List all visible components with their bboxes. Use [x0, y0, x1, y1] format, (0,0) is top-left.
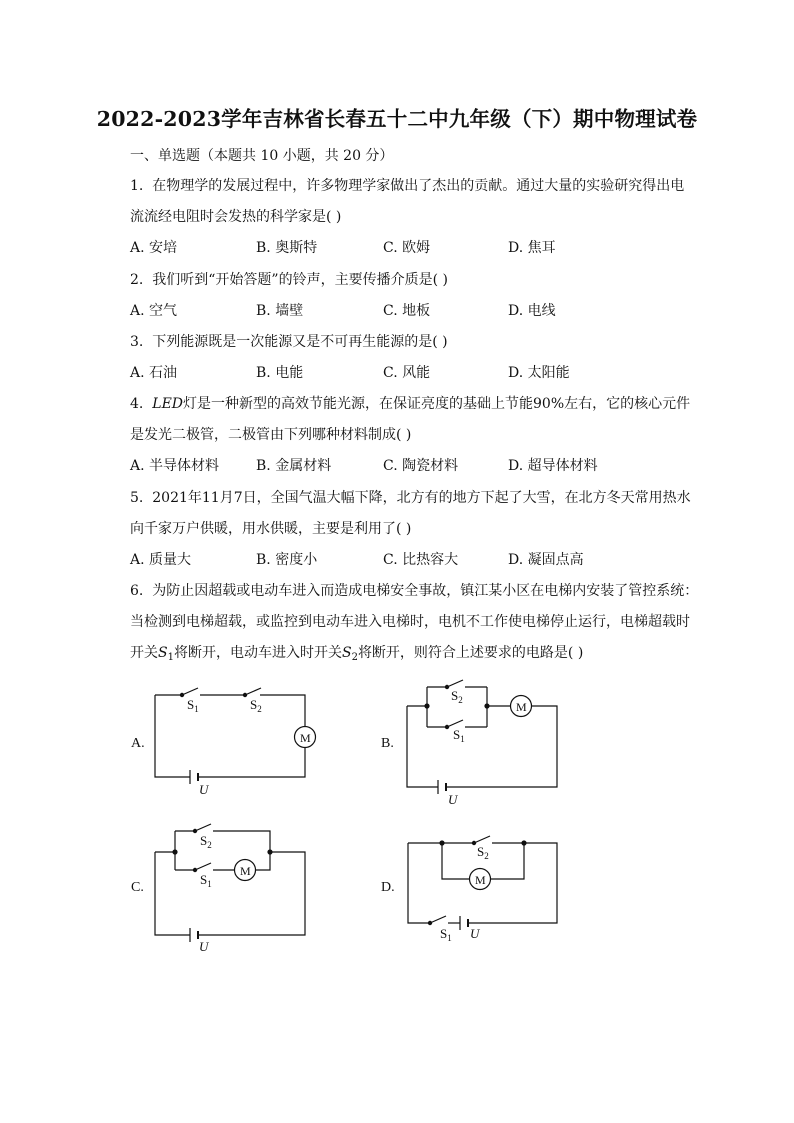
question-5-cont: 向千家万户供暖，用水供暖，主要是利用了( ) — [130, 521, 412, 537]
question-number: 2. — [130, 272, 144, 288]
question-number: 4. — [130, 396, 144, 412]
switch-s1 — [447, 720, 463, 727]
source-label: U — [199, 939, 209, 954]
switch-s1 — [182, 688, 198, 695]
wire — [442, 843, 469, 879]
circuit-c[interactable] — [155, 824, 305, 942]
switch-s2 — [447, 680, 463, 687]
option-c[interactable]: C. 陶瓷材料 — [383, 458, 459, 474]
switch-s2 — [474, 836, 490, 843]
wire — [491, 843, 524, 879]
motor-label: M — [240, 864, 251, 878]
s1-label: $S_1$ — [440, 926, 452, 943]
question-text: 灯是一种新型的高效节能光源，在保证亮度的基础上节能90%左右，它的核心元件 — [183, 396, 691, 412]
label-a: A. — [131, 736, 145, 751]
wire — [446, 706, 557, 787]
option-d[interactable]: D. 电线 — [508, 303, 556, 319]
option-b[interactable]: B. 奥斯特 — [256, 240, 318, 256]
s1-symbol: S — [158, 645, 168, 661]
option-b[interactable]: B. 密度小 — [256, 552, 318, 568]
s2-label: $S_2$ — [200, 833, 212, 850]
section-heading: 一、单选题（本题共 10 小题，共 20 分） — [130, 148, 394, 164]
question-6-cont: 当检测到电梯超载，或监控到电动车进入电梯时，电机不工作使电梯停止运行，电梯超载时 — [130, 614, 690, 630]
switch-contact — [428, 921, 431, 924]
motor-label: M — [516, 700, 527, 714]
question-text: 我们听到“开始答题”的铃声，主要传播介质是( ) — [152, 272, 448, 288]
option-a[interactable]: A. 空气 — [130, 303, 178, 319]
option-a[interactable]: A. 质量大 — [130, 552, 192, 568]
s1-label: $S_1$ — [200, 872, 212, 889]
circuit-a[interactable] — [155, 688, 316, 784]
option-d[interactable]: D. 太阳能 — [508, 365, 570, 381]
option-a[interactable]: A. 半导体材料 — [130, 458, 220, 474]
s1-label: $S_1$ — [187, 697, 199, 714]
wire — [407, 706, 438, 787]
junction — [268, 850, 272, 854]
s2-label: $S_2$ — [451, 688, 463, 705]
source-label: U — [470, 926, 480, 941]
source-label: U — [199, 782, 209, 797]
question-text: 在物理学的发展过程中，许多物理学家做出了杰出的贡献。通过大量的实验研究得出电 — [152, 178, 685, 194]
switch-s2 — [245, 688, 261, 695]
option-d[interactable]: D. 焦耳 — [508, 240, 556, 256]
led-term: LED — [152, 396, 184, 412]
wire — [256, 852, 270, 870]
option-c[interactable]: C. 风能 — [383, 365, 431, 381]
switch-contact — [193, 868, 196, 871]
label-b: B. — [381, 736, 394, 751]
wire — [155, 695, 190, 777]
question-number: 3. — [130, 334, 144, 350]
junction — [522, 841, 526, 845]
switch-contact — [193, 829, 196, 832]
s2-symbol: S — [341, 645, 352, 661]
switch-s1 — [195, 863, 211, 870]
option-b[interactable]: B. 墙壁 — [256, 303, 304, 319]
motor-label: M — [475, 873, 486, 887]
question-text: 2021年11月7日，全国气温大幅下降，北方有的地方下起了大雪，在北方冬天常用热水 — [152, 490, 691, 506]
option-a[interactable]: A. 石油 — [130, 365, 178, 381]
option-c[interactable]: C. 地板 — [383, 303, 431, 319]
option-a[interactable]: A. 安培 — [130, 240, 178, 256]
question-number: 1. — [130, 178, 144, 194]
option-c[interactable]: C. 欧姆 — [383, 240, 431, 256]
switch-contact — [445, 725, 448, 728]
question-1-cont: 流流经电阻时会发热的科学家是( ) — [130, 209, 342, 225]
switch-contact — [445, 685, 448, 688]
question-6-cont-2: 开关$S_1$将断开，电动车进入时开关$S_2$将断开，则符合上述要求的电路是( ) — [130, 645, 584, 663]
exam-title: 2022-2023学年吉林省长春五十二中九年级（下）期中物理试卷 — [96, 107, 698, 131]
wire — [260, 695, 305, 727]
question-number: 5. — [130, 490, 144, 506]
question-4-cont: 是发光二极管，二极管由下列哪种材料制成( ) — [130, 427, 412, 443]
s2-label: $S_2$ — [477, 844, 489, 861]
wire — [198, 748, 305, 777]
option-b[interactable]: B. 电能 — [256, 365, 304, 381]
option-c[interactable]: C. 比热容大 — [383, 552, 459, 568]
junction — [440, 841, 444, 845]
junction — [485, 704, 489, 708]
junction — [425, 704, 429, 708]
wire — [198, 852, 305, 935]
option-d[interactable]: D. 凝固点高 — [508, 552, 584, 568]
switch-s1 — [430, 916, 446, 923]
motor-label: M — [300, 731, 311, 745]
question-text: 下列能源既是一次能源又是不可再生能源的是( ) — [152, 334, 448, 350]
source-label: U — [448, 792, 458, 807]
label-c: C. — [131, 880, 144, 895]
wire — [213, 831, 270, 852]
switch-contact — [472, 841, 475, 844]
circuit-b[interactable] — [407, 680, 557, 794]
wire — [155, 852, 190, 935]
switch-s2 — [195, 824, 211, 831]
s1-label: $S_1$ — [453, 727, 465, 744]
switch-contact — [180, 693, 183, 696]
question-number: 6. — [130, 583, 144, 599]
wire — [408, 843, 430, 923]
option-b[interactable]: B. 金属材料 — [256, 458, 332, 474]
junction — [173, 850, 177, 854]
label-d: D. — [381, 880, 395, 895]
s2-label: $S_2$ — [250, 697, 262, 714]
switch-contact — [243, 693, 246, 696]
question-text: 为防止因超载或电动车进入而造成电梯安全事故，镇江某小区在电梯内安装了管控系统： — [152, 583, 699, 599]
option-d[interactable]: D. 超导体材料 — [508, 458, 598, 474]
